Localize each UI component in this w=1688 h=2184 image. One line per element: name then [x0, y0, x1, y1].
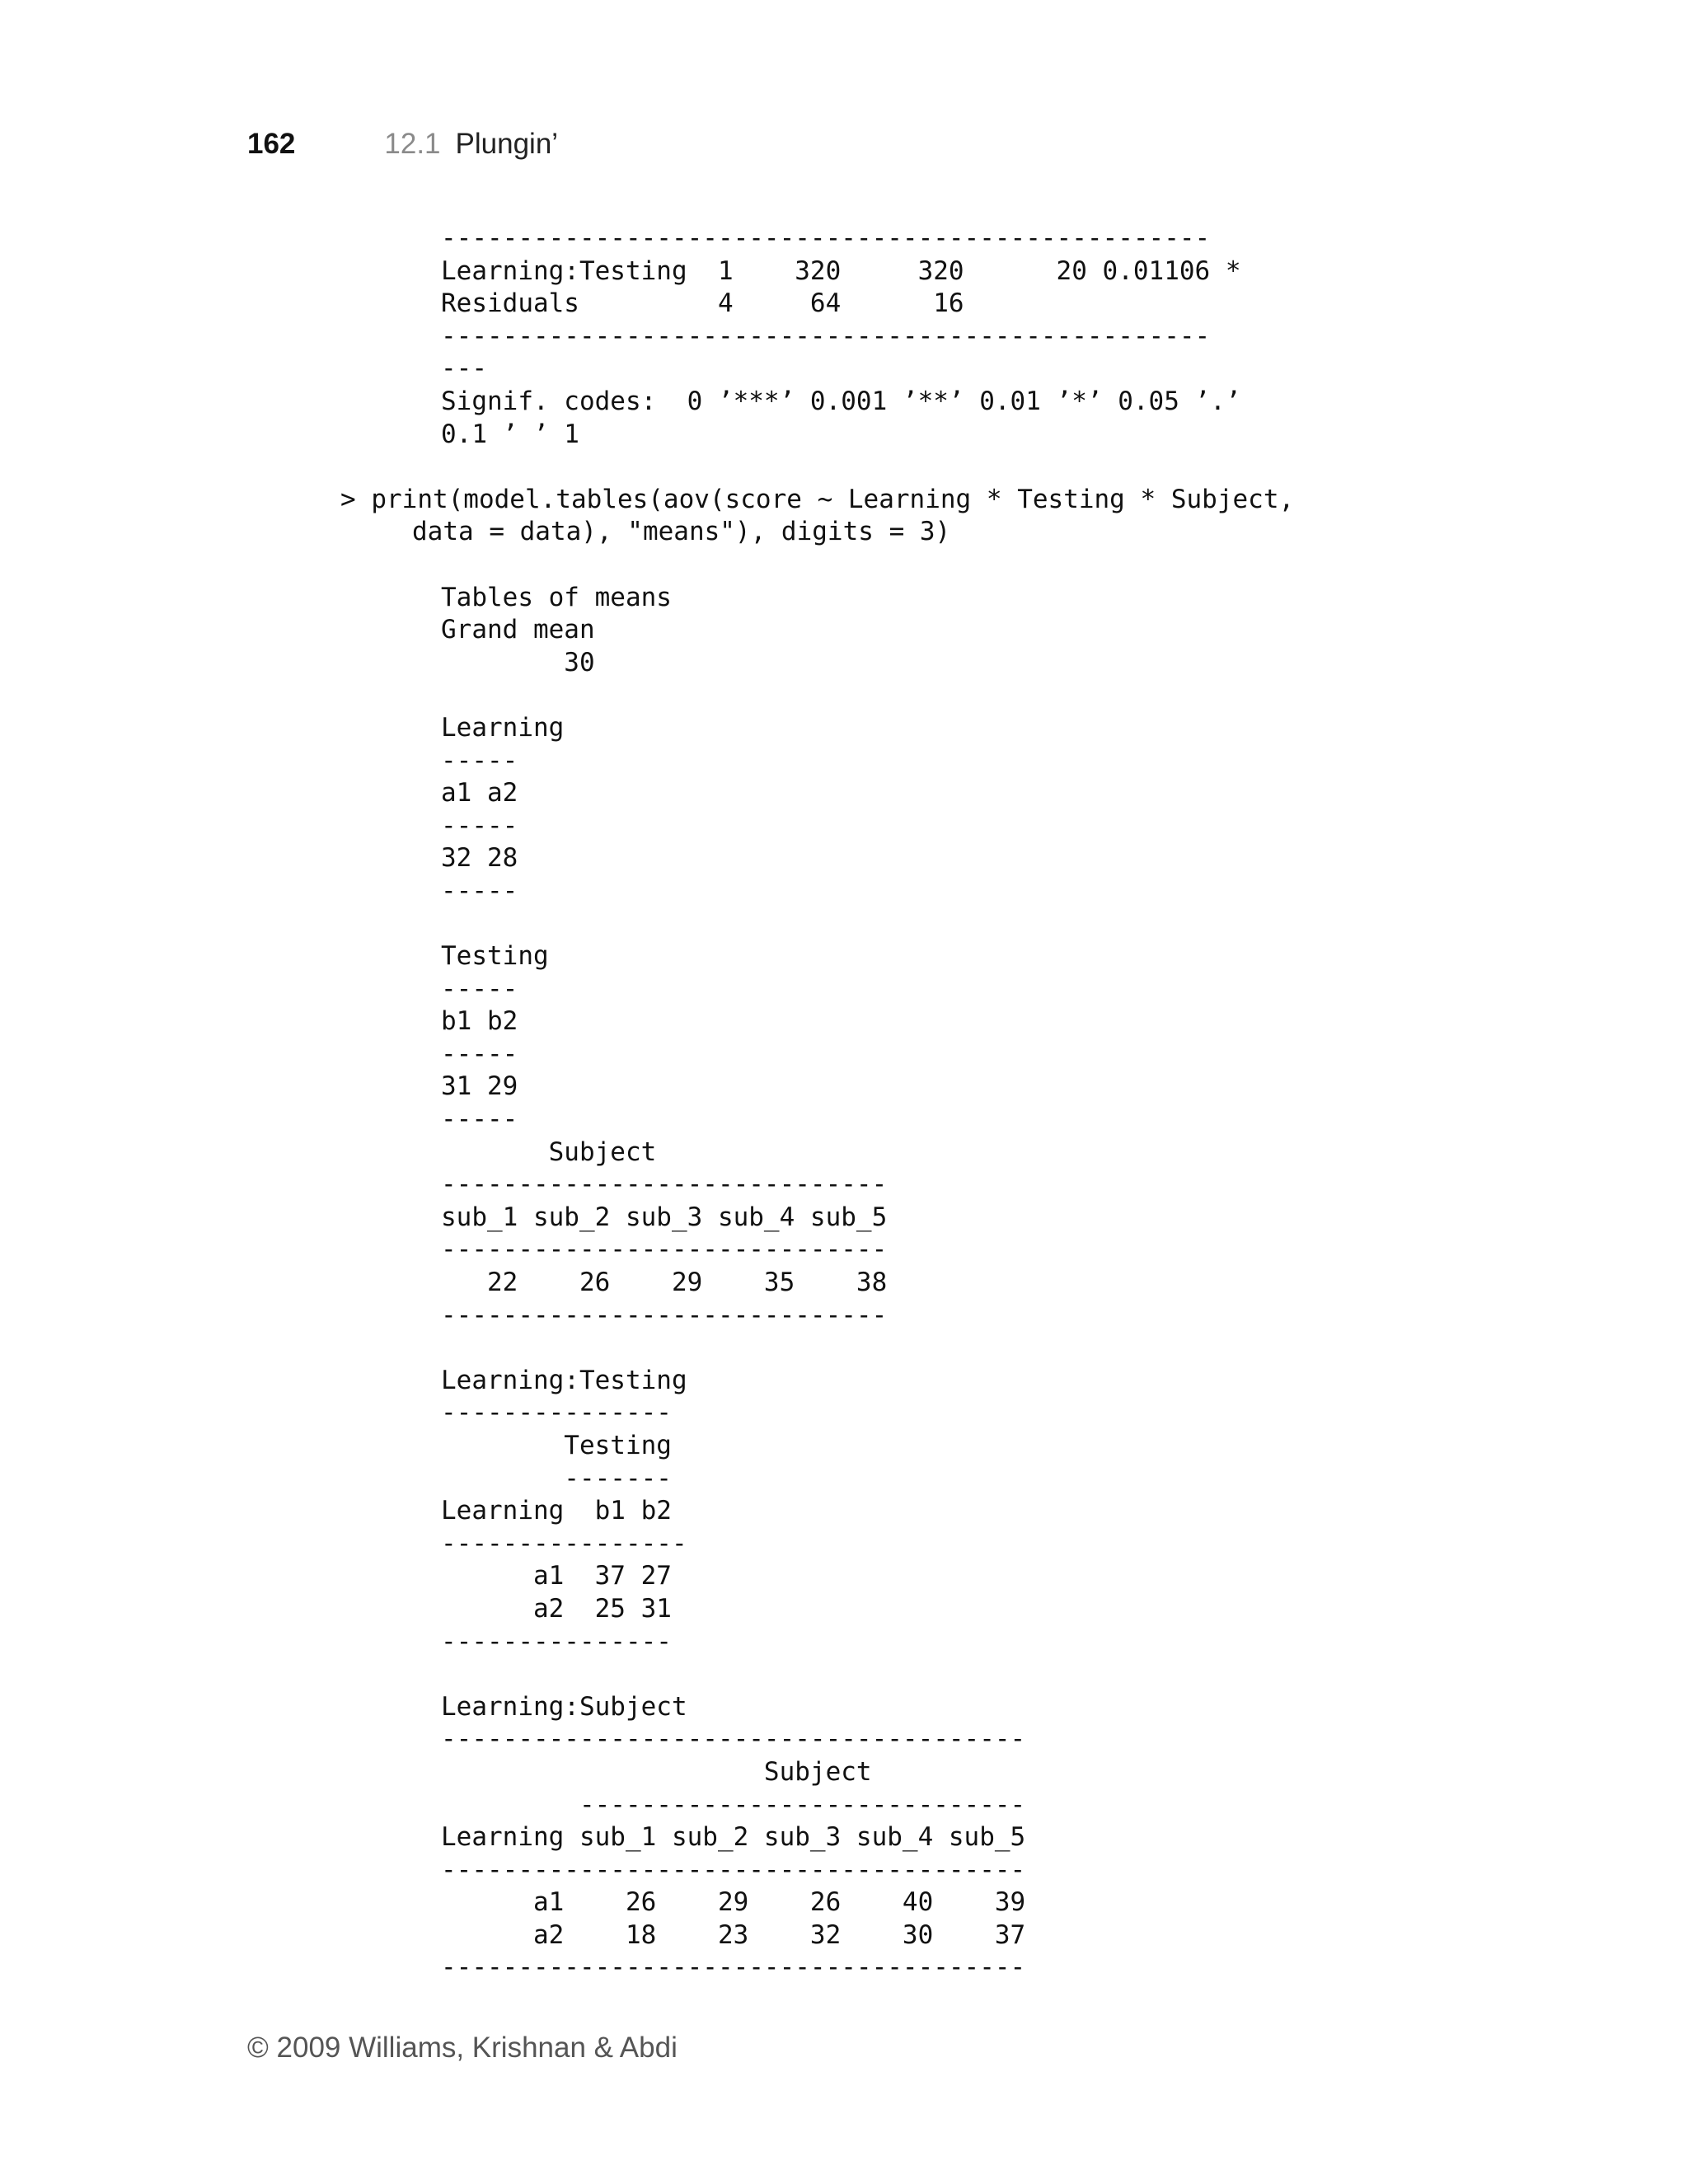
code-line: 30: [441, 647, 595, 677]
code-line: -----: [441, 745, 518, 776]
code-line: Learning b1 b2: [441, 1496, 672, 1526]
blank-line: [0, 1332, 1688, 1365]
code-line: -----------------------------: [441, 1169, 888, 1200]
code-line: ---------------: [441, 1398, 672, 1428]
code-line: Subject: [441, 1756, 872, 1787]
code-line: --------------------------------------: [441, 1724, 1026, 1755]
code-line: 22 26 29 35 38: [441, 1268, 888, 1297]
code-line: -----------------------------: [441, 1235, 888, 1265]
code-line: 31 29: [441, 1071, 518, 1102]
code-line: Learning: [441, 712, 565, 743]
code-line: --------------------------------------------------: [441, 321, 1211, 351]
code-line: Testing: [441, 1430, 672, 1460]
code-line: Subject: [441, 1137, 657, 1167]
copyright-footer: © 2009 Williams, Krishnan & Abdi: [247, 2032, 678, 2064]
blank-line: [0, 907, 1688, 940]
code-line: -----------------------------: [441, 1300, 888, 1330]
code-line: --------------------------------------: [441, 1952, 1026, 1983]
code-line: ---------------: [441, 1626, 672, 1657]
code-line: sub_1 sub_2 sub_3 sub_4 sub_5: [441, 1202, 888, 1232]
code-line: a1 26 29 26 40 39: [441, 1887, 1026, 1918]
code-line: 0.1 ’ ’ 1: [441, 419, 579, 449]
code-line: -----: [441, 973, 518, 1004]
code-line: Signif. codes: 0 ’***’ 0.001 ’**’ 0.01 ’*’ 0.05 ’.’: [441, 386, 1241, 416]
code-line: Learning:Subject: [441, 1691, 687, 1722]
blank-line: [0, 451, 1688, 484]
code-line: Grand mean: [441, 615, 595, 645]
code-line: -----: [441, 1104, 518, 1135]
code-line: -----: [441, 875, 518, 906]
code-line: a1 37 27: [441, 1561, 672, 1591]
blank-line: [0, 549, 1688, 582]
code-line: a1 a2: [441, 778, 518, 808]
code-line: b1 b2: [441, 1006, 518, 1037]
code-line: Residuals 4 64 16: [441, 288, 964, 319]
r-code-output: [0, 223, 1688, 1985]
code-line: -----------------------------: [441, 1789, 1026, 1820]
page-number: 162: [247, 128, 296, 160]
code-line: -----: [441, 1038, 518, 1069]
code-line: Testing: [441, 941, 549, 972]
code-line: 32 28: [441, 843, 518, 874]
code-line: a2 25 31: [441, 1593, 672, 1624]
code-line: Tables of means: [441, 582, 672, 612]
page-header: [247, 124, 558, 165]
code-line: ----------------: [441, 1528, 687, 1558]
code-line: -----: [441, 810, 518, 841]
blank-line: [0, 679, 1688, 712]
r-command-line: > print(model.tables(aov(score ~ Learning * Testing * Subject,: [340, 484, 1295, 514]
code-line: --------------------------------------------------: [441, 223, 1211, 253]
code-line: Learning:Testing 1 320 320 20 0.01106 *: [441, 255, 1241, 286]
r-command-continuation: data = data), "means"), digits = 3): [412, 517, 951, 547]
code-line: -------: [441, 1463, 672, 1493]
section-number: 12.1: [384, 128, 441, 160]
section-title: Plungin’: [455, 128, 559, 160]
code-line: Learning sub_1 sub_2 sub_3 sub_4 sub_5: [441, 1822, 1026, 1853]
code-line: --------------------------------------: [441, 1854, 1026, 1885]
code-line: a2 18 23 32 30 37: [441, 1919, 1026, 1950]
blank-line: [0, 1658, 1688, 1691]
code-line: ---: [441, 354, 487, 384]
code-line: Learning:Testing: [441, 1365, 687, 1395]
